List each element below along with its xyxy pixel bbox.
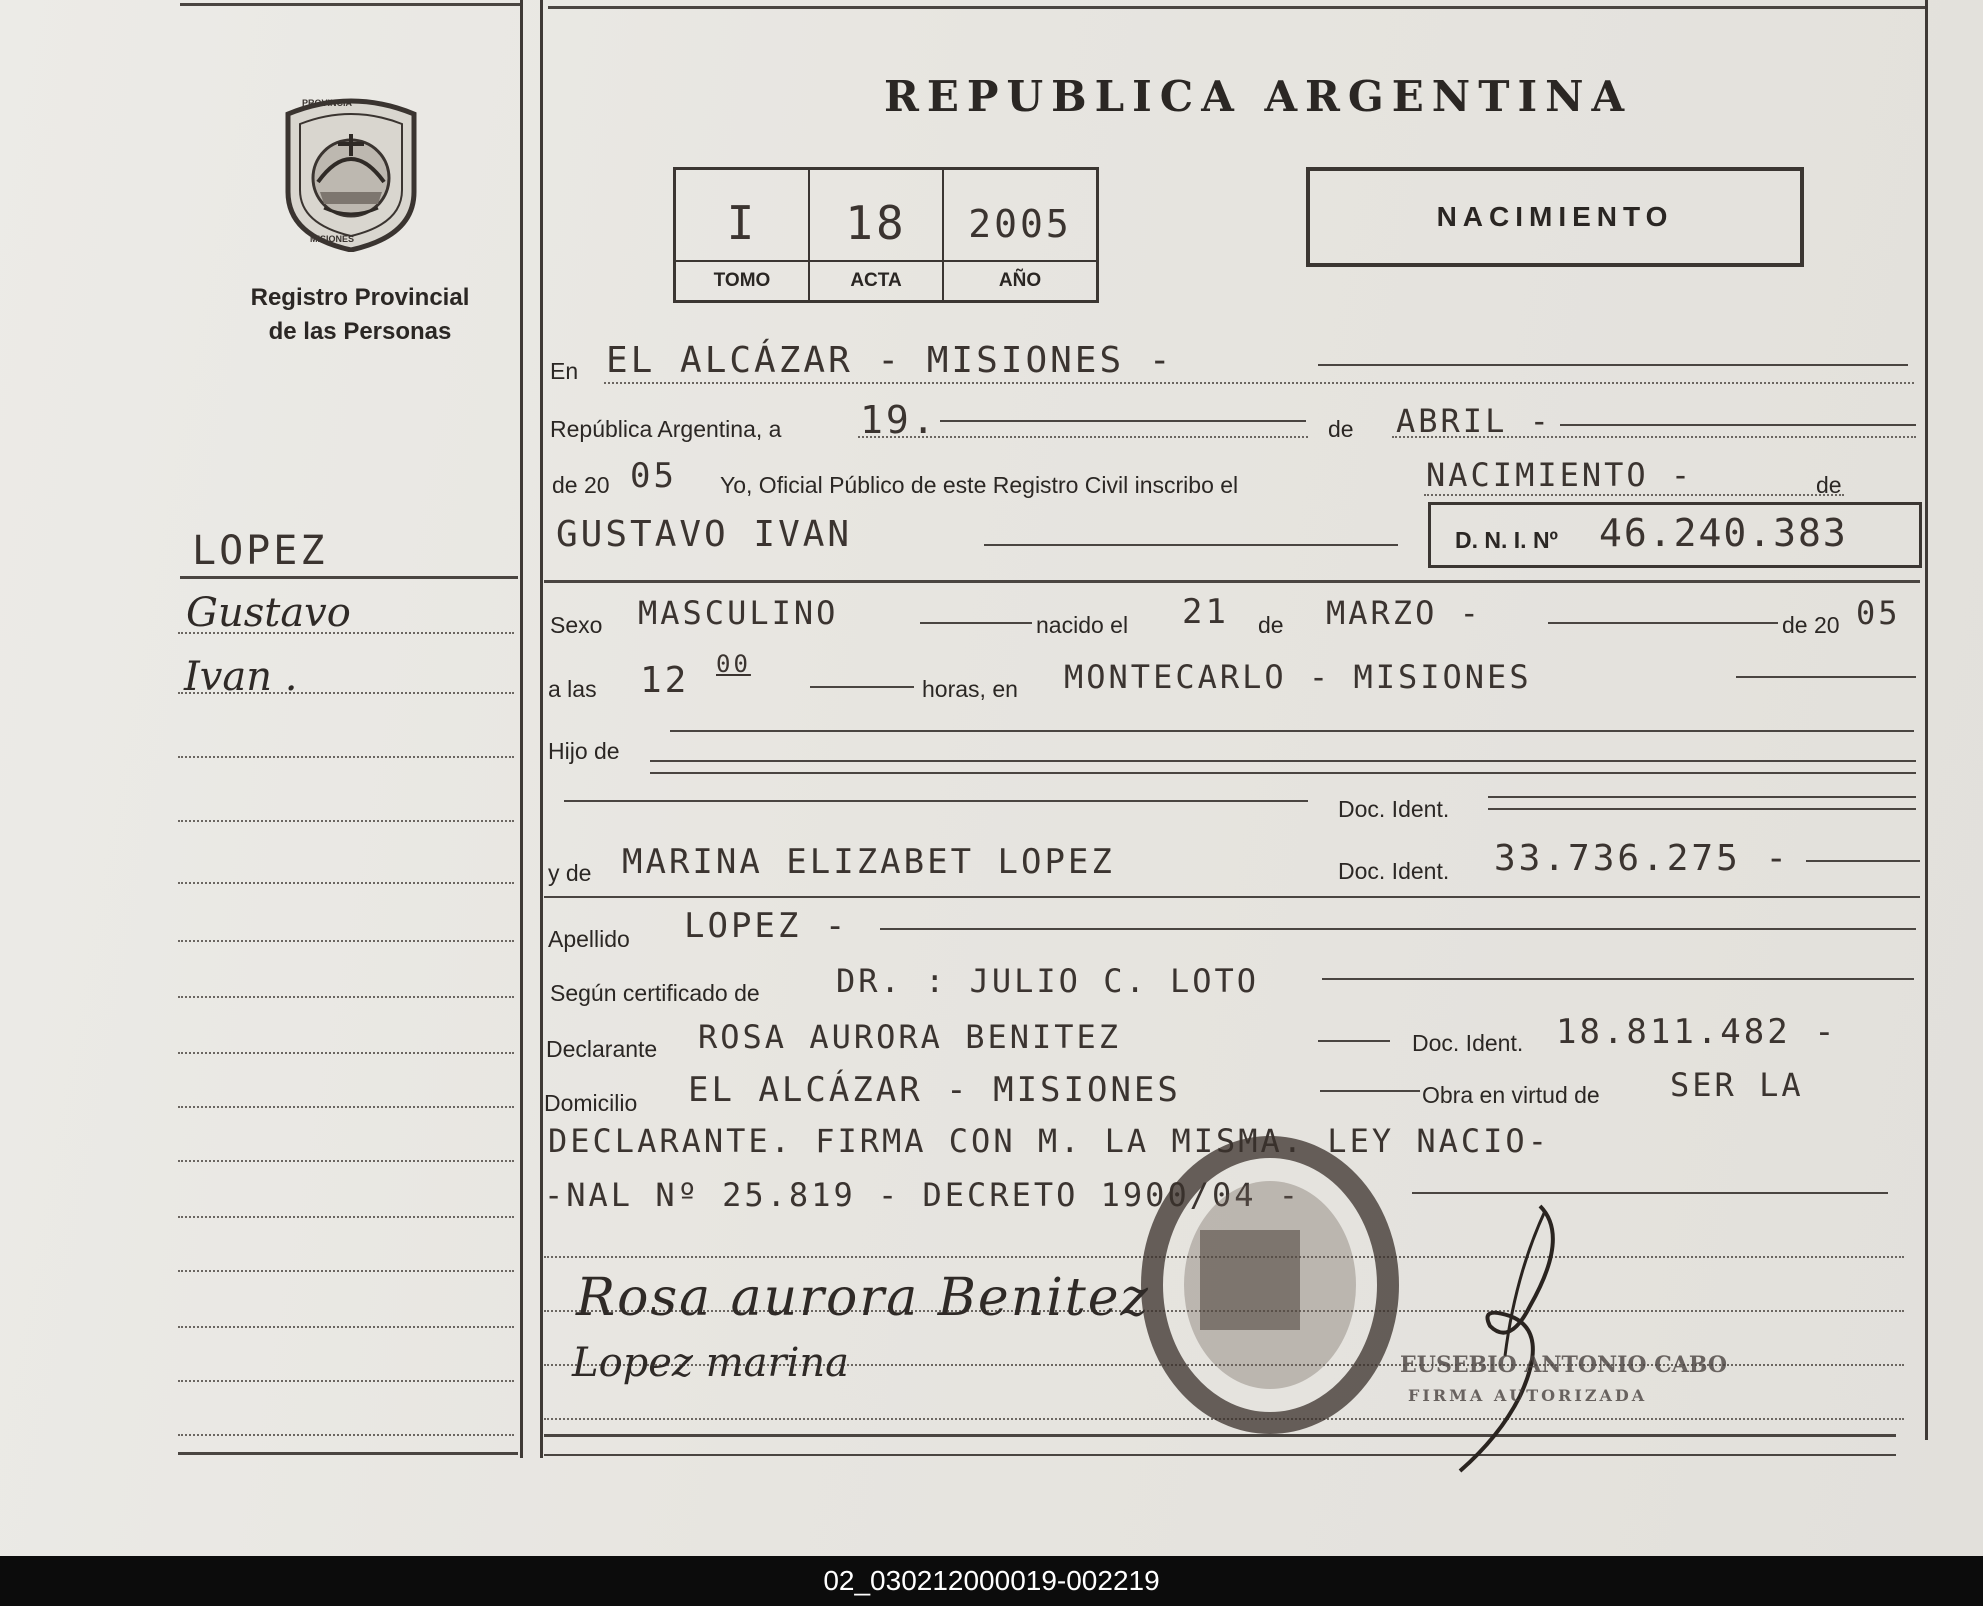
- domicilio-label: Domicilio: [544, 1090, 638, 1116]
- seal-text-top: PROVINCIA: [302, 98, 353, 108]
- de20-label-2: de 20: [1782, 612, 1840, 638]
- mother-doc-value: 33.736.275 -: [1494, 838, 1791, 879]
- official-stamp-icon: [1130, 1110, 1410, 1440]
- fill-line: [650, 760, 1916, 762]
- record-box-label-rule: [676, 260, 1096, 262]
- nacido-label: nacido el: [1036, 612, 1129, 638]
- fill-line: [1548, 622, 1778, 624]
- fill-line: [670, 730, 1914, 732]
- acta-value: 18: [845, 196, 907, 250]
- fill-line: [1806, 860, 1920, 862]
- certificate-type-label: NACIMIENTO: [1436, 201, 1674, 232]
- country-title: REPUBLICA ARGENTINA: [884, 72, 1633, 121]
- declarante-doc-value: 18.811.482 -: [1556, 1012, 1838, 1052]
- ano-value: 2005: [968, 202, 1072, 246]
- declarante-value: ROSA AURORA BENITEZ: [698, 1018, 1122, 1056]
- republica-label: República Argentina, a: [550, 416, 782, 442]
- ano-label: AÑO: [998, 270, 1042, 291]
- hijo-label: Hijo de: [548, 738, 620, 764]
- en-label: En: [550, 358, 579, 384]
- stamp-title-text: FIRMA AUTORIZADA: [1408, 1386, 1648, 1405]
- fill-line: [810, 686, 914, 688]
- margin-divider: [520, 0, 523, 1458]
- certificate-type-box: [1306, 167, 1804, 267]
- observation-line-2: -NAL Nº 25.819 - DECRETO 1900/04 -: [544, 1176, 1302, 1214]
- dni-label: D. N. I. Nº: [1455, 527, 1558, 553]
- stamp-name-text: EUSEBIO ANTONIO CABO: [1400, 1352, 1728, 1378]
- margin-dotted-line: [178, 820, 514, 822]
- margin-dotted-line: [178, 882, 514, 884]
- doc-ident-label-3: Doc. Ident.: [1412, 1030, 1524, 1056]
- official-signature-icon: [1420, 1196, 1600, 1476]
- margin-dotted-line: [178, 1326, 514, 1328]
- fill-line: [880, 928, 1916, 930]
- place-value: EL ALCÁZAR - MISIONES -: [606, 340, 1174, 381]
- registry-name-line1: Registro Provincial: [250, 284, 470, 311]
- margin-bottom-rule: [178, 1452, 518, 1455]
- seal-text-bottom: MISIONES: [310, 234, 355, 244]
- hour-value: 12: [640, 660, 690, 701]
- dotted-line: [1392, 436, 1916, 438]
- margin-dotted-line: [178, 632, 514, 634]
- doctor-value: DR. : JULIO C. LOTO: [836, 962, 1260, 1000]
- record-number-box: [673, 167, 1099, 303]
- dotted-line: [858, 436, 1308, 438]
- birth-place-value: MONTECARLO - MISIONES: [1064, 658, 1532, 696]
- margin-dotted-line: [178, 1434, 514, 1436]
- doc-ident-label-2: Doc. Ident.: [1338, 858, 1450, 884]
- segun-label: Según certificado de: [550, 980, 760, 1006]
- fill-line: [984, 544, 1398, 546]
- image-code-footer: 02_030212000019-002219: [0, 1556, 1983, 1606]
- fill-line: [564, 800, 1308, 802]
- tomo-label: TOMO: [713, 270, 771, 291]
- fill-line: [1318, 1040, 1390, 1042]
- margin-dotted-line: [178, 940, 514, 942]
- fill-line: [1560, 424, 1916, 426]
- margin-dotted-line: [178, 1380, 514, 1382]
- de20-label: de 20: [552, 472, 610, 498]
- observation-line-1: DECLARANTE. FIRMA CON M. LA MISMA. LEY NACIO-: [548, 1122, 1550, 1160]
- de-label-2: de: [1816, 472, 1842, 498]
- fill-line: [940, 420, 1306, 422]
- de-label-3: de: [1258, 612, 1284, 638]
- year-suffix-value: 05: [630, 456, 677, 496]
- margin-surname: LOPEZ: [192, 528, 328, 574]
- fill-line: [1488, 796, 1916, 798]
- margin-middle-name: Ivan .: [184, 654, 298, 700]
- fill-line: [1736, 676, 1916, 678]
- margin-dotted-line: [178, 692, 514, 694]
- event-value: NACIMIENTO -: [1426, 456, 1694, 494]
- de-label: de: [1328, 416, 1354, 442]
- fill-line: [1320, 1090, 1420, 1092]
- fill-line: [1322, 978, 1914, 980]
- fill-line: [920, 622, 1032, 624]
- dni-value: 46.240.383: [1599, 511, 1848, 555]
- oficial-text: Yo, Oficial Público de este Registro Civil inscribo el: [720, 472, 1239, 498]
- dni-box: [1428, 502, 1922, 568]
- sexo-label: Sexo: [550, 612, 603, 638]
- margin-dotted-line: [178, 756, 514, 758]
- fill-line: [1412, 1192, 1888, 1194]
- registry-name-line2: de las Personas: [268, 318, 452, 345]
- declarante-signature: Rosa aurora Benitez: [576, 1268, 1150, 1328]
- obra-label: Obra en virtud de: [1422, 1082, 1600, 1108]
- dotted-line: [604, 382, 1914, 384]
- fill-line: [1488, 808, 1916, 810]
- y-de-label: y de: [548, 860, 592, 886]
- mother-name-value: MARINA ELIZABET LOPEZ: [622, 842, 1115, 882]
- tomo-value: I: [726, 196, 758, 250]
- apellido-label: Apellido: [548, 926, 630, 952]
- obra-value: SER LA: [1670, 1066, 1804, 1104]
- section-rule: [544, 580, 1920, 583]
- margin-name-rule: [180, 576, 518, 579]
- month-value: ABRIL -: [1396, 402, 1552, 440]
- margin-dotted-line: [178, 1160, 514, 1162]
- margin-dotted-line: [178, 1052, 514, 1054]
- margin-dotted-line: [178, 1106, 514, 1108]
- horas-label: horas, en: [922, 676, 1018, 702]
- margin-dotted-line: [178, 1270, 514, 1272]
- birth-year-suffix-value: 05: [1856, 594, 1901, 632]
- top-border-left: [180, 3, 520, 6]
- a-las-label: a las: [548, 676, 597, 702]
- doc-ident-label: Doc. Ident.: [1338, 796, 1450, 822]
- mother-signature: Lopez marina: [572, 1340, 850, 1386]
- declarante-label: Declarante: [546, 1036, 658, 1062]
- day-value: 19.: [860, 398, 938, 442]
- minutes-value: 00: [716, 650, 751, 678]
- margin-dotted-line: [178, 996, 514, 998]
- form-bottom-rule-2: [544, 1454, 1896, 1456]
- birth-month-value: MARZO -: [1326, 594, 1482, 632]
- acta-label: ACTA: [850, 270, 902, 291]
- fill-line: [544, 896, 1920, 898]
- child-name-value: GUSTAVO IVAN: [556, 514, 853, 555]
- fill-line: [650, 772, 1916, 774]
- fill-line: [1318, 364, 1908, 366]
- form-left-border: [540, 0, 543, 1458]
- apellido-value: LOPEZ -: [684, 906, 849, 946]
- margin-first-name: Gustavo: [186, 590, 351, 636]
- provincial-seal-icon: [278, 96, 424, 252]
- form-right-border: [1925, 0, 1928, 1440]
- birth-day-value: 21: [1182, 592, 1229, 632]
- top-border-right: [548, 6, 1928, 9]
- domicilio-value: EL ALCÁZAR - MISIONES: [688, 1070, 1181, 1110]
- dotted-line: [1424, 494, 1844, 496]
- sexo-value: MASCULINO: [638, 594, 839, 632]
- margin-dotted-line: [178, 1216, 514, 1218]
